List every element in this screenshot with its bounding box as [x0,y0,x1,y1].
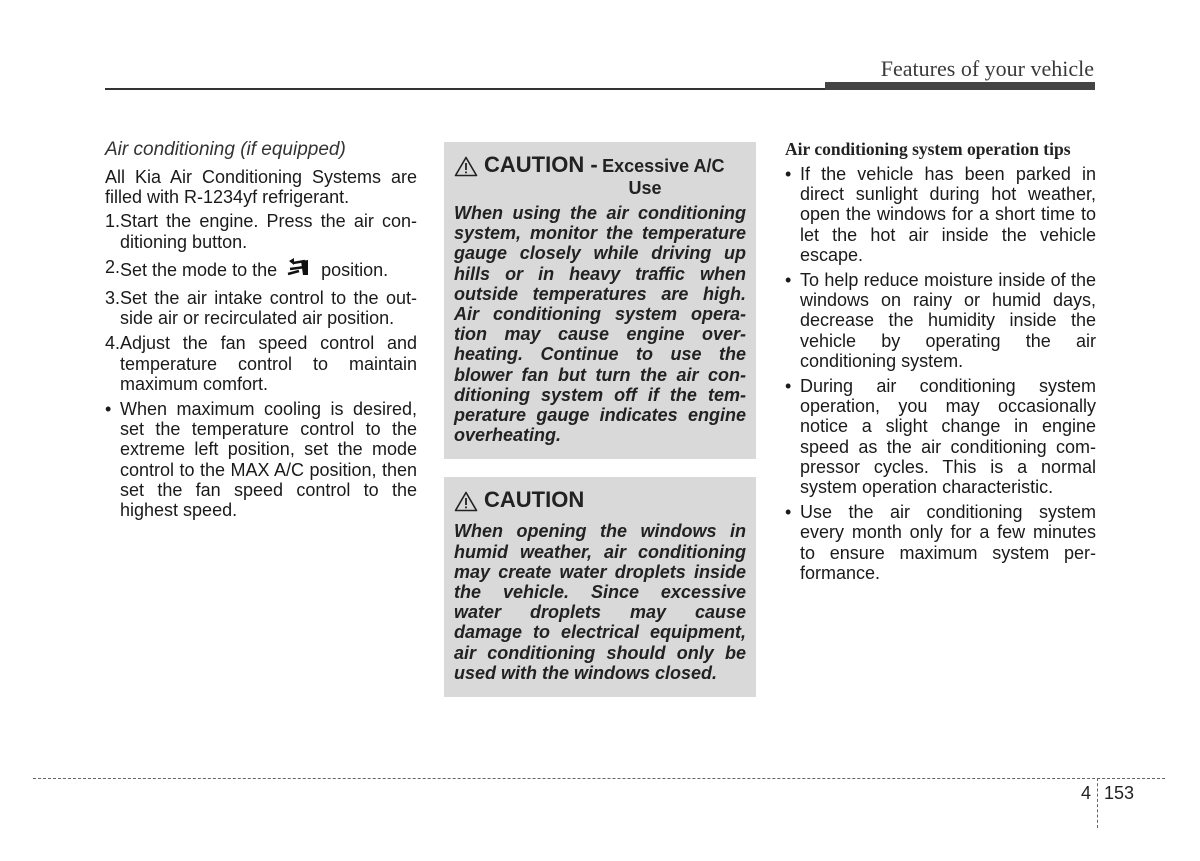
header-rule-accent [825,82,1095,90]
step-text-after: position. [321,259,389,280]
step-text-before: Set the mode to the [120,259,278,280]
step-number: 4. [105,333,121,354]
face-vent-mode-icon [285,257,311,283]
bullet-dot: • [785,376,792,397]
tip-text: Use the air conditioning system every month only for a few minutes to ensure maximum system performance. [800,502,1096,583]
caution-heading-text [484,152,746,199]
middle-column [444,142,756,715]
step-text: Set the air intake control to the outside air or recirculated air position. [120,288,417,329]
caution-subtitle-line2: Use [628,178,662,198]
bullet-dot: • [785,164,792,184]
step-number: 3. [105,288,121,309]
bullet-dot: • [785,502,792,523]
caution-label: CAUTION [484,487,585,513]
left-column [105,138,417,525]
chapter-number: 4 [1081,783,1092,803]
caution-body: When opening the windows in humid weather, air conditioning may create water droplets inside the vehicle. Since excessive water droplets may cause damage to electrical equipment, air conditioning should only be used with the windows closed. [454,521,746,683]
footer-page-divider [1097,778,1098,828]
step-text [120,257,417,283]
bullet-item [105,399,417,520]
caution-subtitle: Excessive A/C [602,156,725,176]
step-item [105,333,417,394]
page-header-title: Features of your vehicle [880,56,1094,81]
tip-item [785,164,1096,265]
tip-text: During air conditioning system operation, you may occasionally notice a slight change in engine speed as the air conditioning compressor cycles. This is a normal system operation characteristic. [800,376,1096,498]
tip-item [785,376,1096,497]
caution-box-excessive-ac [444,142,756,459]
caution-box-windows [444,477,756,697]
step-text: Adjust the fan speed control and temperature control to maintain maximum comfort. [120,333,417,394]
bullet-dot: • [785,270,792,291]
intro-paragraph: All Kia Air Conditioning Systems are filled with R-1234yf refrigerant. [105,167,417,208]
warning-triangle-icon [454,491,478,517]
step-number: 2. [105,256,121,277]
step-number: 1. [105,211,121,232]
tips-title: Air conditioning system operation tips [785,139,1071,159]
step-item [105,211,417,251]
caution-heading [454,487,746,517]
bullet-dot: • [105,399,112,420]
section-title: Air conditioning (if equipped) [105,139,346,160]
tip-text: If the vehicle has been parked in direct sunlight during hot weather, open the windows for a short time to let the hot air inside the vehicle escape. [800,164,1096,265]
tip-item [785,502,1096,583]
bullet-text: When maximum cooling is desired, set the temperature control to the extreme left position, set the mode control to the MAX A/C position, then set the fan speed control to the highest speed. [120,399,417,521]
warning-triangle-icon [454,156,478,182]
caution-body: When using the air conditioning system, monitor the temperature gauge closely while driving up hills or in heavy traffic when outside temperatures are high. Air conditioning system operation may cause engine overheating. Continue to use the blower fan but turn the air conditioning system off if the temperature gauge indicates engine overheating. [454,203,746,446]
step-item [105,288,417,328]
caution-heading [454,152,746,199]
tip-item [785,270,1096,371]
footer-divider [33,778,1165,779]
step-text: Start the engine. Press the air conditioning button. [120,211,417,252]
tip-text: To help reduce moisture inside of the windows on rainy or humid days, decrease the humidity inside the vehicle by operating the air conditioning system. [800,270,1096,371]
page-number: 153 [1104,783,1135,803]
caution-label: CAUTION - [484,152,598,177]
step-item [105,257,417,283]
right-column [785,138,1096,588]
